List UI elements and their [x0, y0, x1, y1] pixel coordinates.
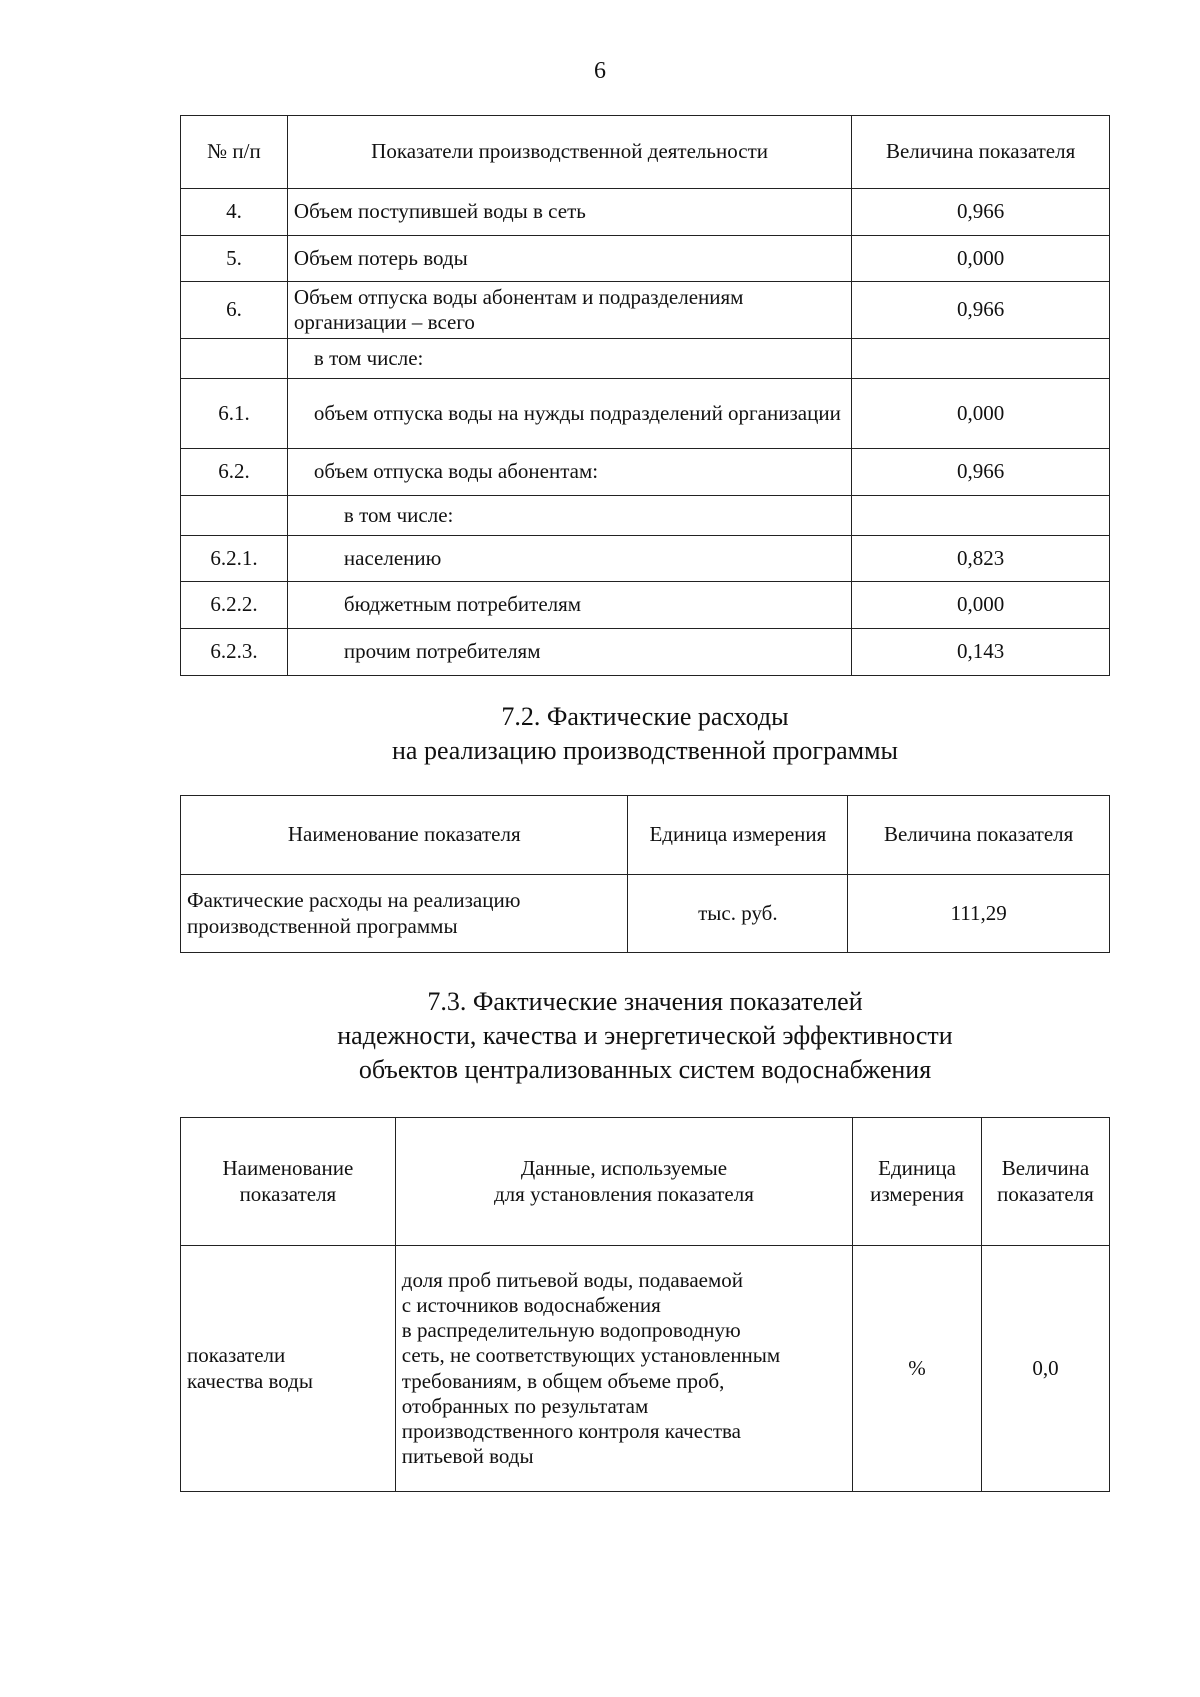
table-row	[181, 629, 1110, 676]
row-value: 0,000	[852, 379, 1110, 449]
row-number: 6.2.3.	[181, 629, 288, 676]
table-row	[181, 496, 1110, 536]
row-number: 6.	[181, 282, 288, 339]
table-header-row	[181, 1118, 1110, 1246]
table-row	[181, 189, 1110, 236]
row-value: 111,29	[848, 875, 1110, 953]
production-indicators-table	[180, 115, 1110, 676]
row-value: 0,966	[852, 449, 1110, 496]
row-label: в том числе:	[287, 339, 851, 379]
section-73-heading-line: надежности, качества и энергетической эффективности	[337, 1020, 953, 1050]
section-73-heading-line: объектов централизованных систем водоснабжения	[358, 1054, 932, 1084]
row-value: 0,143	[852, 629, 1110, 676]
table-row	[181, 875, 1110, 953]
section-72-heading-line: на реализацию производственной программы	[391, 735, 898, 765]
header-value: Величина показателя	[852, 116, 1110, 189]
table-row	[181, 282, 1110, 339]
header-indicator-name: Наименование показателя	[181, 796, 628, 875]
row-number: 6.2.	[181, 449, 288, 496]
section-72-heading-line: 7.2. Фактические расходы	[501, 702, 789, 731]
row-value: 0,000	[852, 236, 1110, 282]
row-value: 0,966	[852, 282, 1110, 339]
row-number: 6.1.	[181, 379, 288, 449]
row-number: 6.2.2.	[181, 582, 288, 629]
row-value	[852, 496, 1110, 536]
table-row	[181, 449, 1110, 496]
row-label: Объем потерь воды	[287, 236, 851, 282]
table-row	[181, 379, 1110, 449]
table-header-row	[181, 796, 1110, 875]
header-number: № п/п	[181, 116, 288, 189]
row-number: 5.	[181, 236, 288, 282]
table-row	[181, 536, 1110, 582]
header-source-data: Данные, используемые для установления показателя	[395, 1118, 852, 1246]
row-number	[181, 339, 288, 379]
row-label: прочим потребителям	[287, 629, 851, 676]
row-label: бюджетным потребителям	[287, 582, 851, 629]
row-source-data: доля проб питьевой воды, подаваемой с источников водоснабжения в распределительную водопроводную сеть, не соответствующих установленным требованиям, в общем объеме проб, отобранных по результатам производственного контроля качества питьевой воды	[395, 1246, 852, 1492]
header-indicator-name: Наименование показателя	[181, 1118, 396, 1246]
row-number: 4.	[181, 189, 288, 236]
row-label: показатели качества воды	[181, 1246, 396, 1492]
actual-expenses-table	[180, 795, 1110, 953]
row-label: в том числе:	[287, 496, 851, 536]
row-label: Объем поступившей воды в сеть	[287, 189, 851, 236]
table-header-row	[181, 116, 1110, 189]
row-label: объем отпуска воды на нужды подразделений организации	[287, 379, 851, 449]
row-value: 0,0	[982, 1246, 1110, 1492]
table-row	[181, 1246, 1110, 1492]
table-row	[181, 339, 1110, 379]
row-label: населению	[287, 536, 851, 582]
page-number: 6	[594, 58, 606, 84]
row-value	[852, 339, 1110, 379]
section-73-heading	[180, 985, 1110, 1086]
header-value: Величина показателя	[982, 1118, 1110, 1246]
section-73-heading-line: 7.3. Фактические значения показателей	[427, 987, 863, 1016]
row-value: 0,823	[852, 536, 1110, 582]
header-indicator: Показатели производственной деятельности	[287, 116, 851, 189]
row-number	[181, 496, 288, 536]
row-number: 6.2.1.	[181, 536, 288, 582]
row-unit: тыс. руб.	[628, 875, 848, 953]
row-label: Объем отпуска воды абонентам и подразделениям организации – всего	[287, 282, 851, 339]
row-value: 0,000	[852, 582, 1110, 629]
header-unit: Единица измерения	[628, 796, 848, 875]
section-72-heading	[180, 700, 1110, 768]
row-label: Фактические расходы на реализацию производственной программы	[181, 875, 628, 953]
header-unit: Единица измерения	[853, 1118, 982, 1246]
reliability-quality-table	[180, 1117, 1110, 1492]
table-row	[181, 236, 1110, 282]
table-row	[181, 582, 1110, 629]
row-label: объем отпуска воды абонентам:	[287, 449, 851, 496]
row-unit: %	[853, 1246, 982, 1492]
header-value: Величина показателя	[848, 796, 1110, 875]
row-value: 0,966	[852, 189, 1110, 236]
